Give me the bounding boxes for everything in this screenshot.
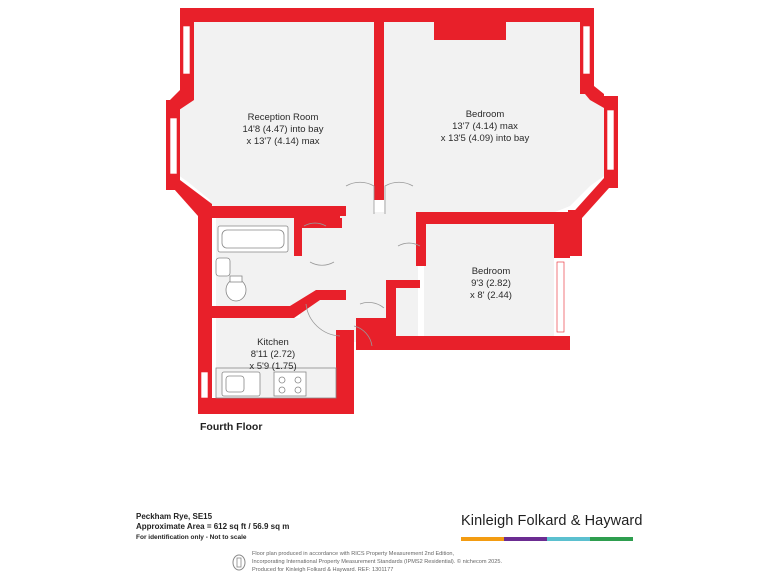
brand-bar-orange [461,537,504,541]
basin [216,258,230,276]
bedroom2-name: Bedroom [471,266,511,277]
property-address: Peckham Rye, SE15 [136,512,213,521]
bedroom1-name: Bedroom [465,109,505,120]
footer-line-2: Incorporating International Property Measurement Standards (IPMS2 Residential). © nichecom 2025. [252,559,503,565]
reception-name: Reception Room [247,112,319,123]
property-area: Approximate Area = 612 sq ft / 56.9 sq m [136,522,290,531]
brand-name: Kinleigh Folkard & Hayward [461,513,643,529]
brand-bar-purple [504,537,547,541]
bedroom2-dim1: 9'3 (2.82) [471,278,511,289]
bedroom2-dim2: x 8' (2.44) [470,290,512,301]
floor-label: Fourth Floor [200,421,263,433]
brand-bar-cyan [547,537,590,541]
kitchen-name: Kitchen [257,337,289,348]
measurement-icon [232,554,246,571]
reception-dim2: x 13'7 (4.14) max [246,136,320,147]
kitchen-dim2: x 5'9 (1.75) [249,361,297,372]
footer-line-1: Floor plan produced in accordance with RICS Property Measurement 2nd Edition, [252,551,455,557]
kitchen-dim1: 8'11 (2.72) [250,349,296,360]
footer-line-3: Produced for Kinleigh Folkard & Hayward. REF: 1301177 [252,567,394,573]
reception-dim1: 14'8 (4.47) into bay [242,124,324,135]
brand-bar-green [590,537,633,541]
bedroom1-dim1: 13'7 (4.14) max [452,121,518,132]
property-disclaimer: For identification only - Not to scale [136,534,247,541]
hob [274,372,306,396]
bedroom1-dim2: x 13'5 (4.09) into bay [440,133,530,144]
